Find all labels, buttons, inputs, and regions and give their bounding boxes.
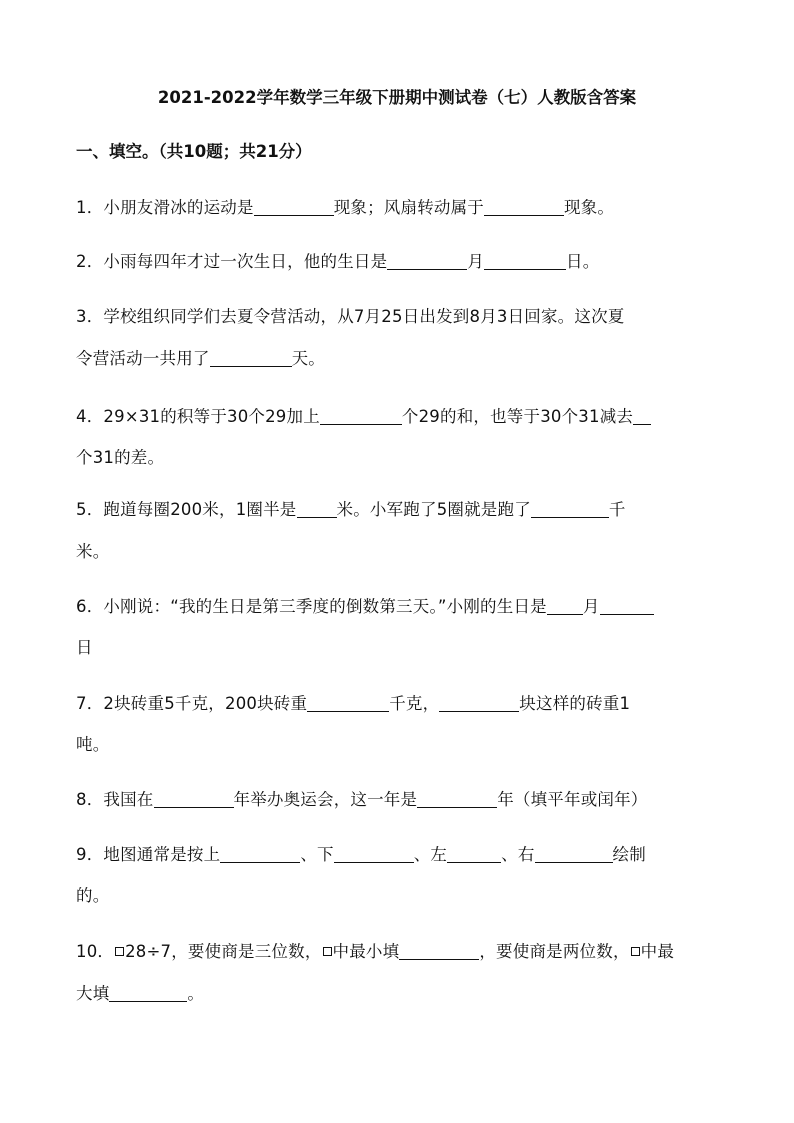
q8-text-b: 年举办奥运会，这一年是 (233, 790, 418, 809)
q5-blank-1 (297, 499, 337, 518)
q9-blank-4 (535, 844, 613, 863)
q10-text-d: ，要使商是两位数， (479, 942, 630, 961)
section-heading: 一、填空。（共10题；共21分） (76, 142, 312, 161)
q10-blank-1 (399, 941, 479, 960)
q10-text-b: 28÷7，要使商是三位数， (125, 942, 322, 961)
q10-text-f: 大填 (76, 984, 110, 1003)
q6-text-a: 6．小刚说：“我的生日是第三季度的倒数第三天。”小刚的生日是 (76, 597, 547, 616)
q10-text-e: 中最 (640, 942, 675, 961)
q9-text-d: 、右 (501, 845, 535, 864)
q10-text-a: 10． (76, 942, 115, 961)
q4-blank-1 (320, 406, 402, 425)
q10-text-g: 。 (187, 984, 205, 1003)
question-8 (76, 788, 648, 812)
question-5-line-2 (76, 540, 109, 564)
q5-text-c: 千 (608, 500, 626, 519)
q1-blank-1 (254, 197, 334, 216)
question-6-line-1 (76, 595, 654, 619)
q10-text-c: 中最小填 (332, 942, 400, 961)
q9-text-f: 的。 (76, 886, 110, 905)
q6-blank-2 (600, 596, 654, 615)
q8-blank-1 (154, 789, 234, 808)
question-9-line-2 (76, 884, 109, 908)
q5-text-b: 米。小军跑了5圈就是跑了 (336, 500, 531, 519)
q8-text-c: 年（填平年或闰年） (497, 790, 648, 809)
q1-blank-2 (484, 197, 564, 216)
question-7-line-2 (76, 733, 109, 757)
empty-box-icon (631, 947, 640, 956)
q6-blank-1 (547, 596, 583, 615)
question-5-line-1 (76, 498, 626, 522)
q8-blank-2 (417, 789, 497, 808)
question-4-line-1 (76, 405, 651, 429)
q4-text-a: 4．29×31的积等于30个29加上 (76, 407, 320, 426)
q2-blank-2 (484, 251, 566, 270)
question-10-line-2 (76, 982, 204, 1006)
question-3-line-1 (76, 305, 625, 329)
q5-text-a: 5．跑道每圈200米，1圈半是 (76, 500, 297, 519)
q4-text-c: 个31的差。 (76, 448, 165, 467)
q9-text-a: 9．地图通常是按上 (76, 845, 221, 864)
q3-text-b: 令营活动一共用了 (76, 349, 210, 368)
page-title: 2021-2022学年数学三年级下册期中测试卷（七）人教版含答案 (157, 88, 637, 107)
q10-blank-2 (109, 983, 187, 1002)
empty-box-icon (323, 947, 332, 956)
question-9-line-1 (76, 843, 646, 867)
q5-text-d: 米。 (76, 542, 110, 561)
q9-blank-1 (220, 844, 300, 863)
q9-text-c: 、左 (413, 845, 448, 864)
q6-text-b: 月 (582, 597, 600, 616)
q2-text-b: 月 (467, 252, 485, 271)
question-4-line-2 (76, 446, 164, 470)
q7-text-b: 千克， (389, 694, 440, 713)
q1-text-c: 现象。 (564, 198, 615, 217)
question-2 (76, 250, 599, 274)
q9-blank-2 (334, 844, 414, 863)
q8-text-a: 8．我国在 (76, 790, 154, 809)
q7-blank-2 (439, 693, 519, 712)
q7-text-d: 吨。 (76, 735, 110, 754)
question-1 (76, 196, 614, 220)
question-10-line-1 (76, 940, 674, 964)
q2-blank-1 (387, 251, 467, 270)
q3-text-c: 天。 (291, 349, 326, 368)
q6-text-c: 日 (76, 638, 93, 657)
question-7-line-1 (76, 692, 630, 716)
empty-box-icon (115, 947, 124, 956)
q1-text-a: 1．小朋友滑冰的运动是 (76, 198, 254, 217)
q4-blank-2 (633, 406, 651, 425)
q4-text-b: 个29的和，也等于30个31减去 (401, 407, 634, 426)
q9-text-e: 绘制 (612, 845, 646, 864)
question-6-line-2 (76, 636, 93, 660)
q9-blank-3 (447, 844, 501, 863)
q9-text-b: 、下 (300, 845, 334, 864)
q1-text-b: 现象；风扇转动属于 (333, 198, 485, 217)
q2-text-a: 2．小雨每四年才过一次生日，他的生日是 (76, 252, 388, 271)
q7-text-c: 块这样的砖重1 (519, 694, 631, 713)
q3-blank-1 (210, 348, 292, 367)
q3-text-a: 3．学校组织同学们去夏令营活动，从7月25日出发到8月3日回家。这次夏 (76, 307, 625, 326)
q2-text-c: 日。 (566, 252, 600, 271)
q7-blank-1 (307, 693, 389, 712)
q7-text-a: 7．2块砖重5千克，200块砖重 (76, 694, 308, 713)
q5-blank-2 (531, 499, 609, 518)
question-3-line-2 (76, 347, 325, 371)
